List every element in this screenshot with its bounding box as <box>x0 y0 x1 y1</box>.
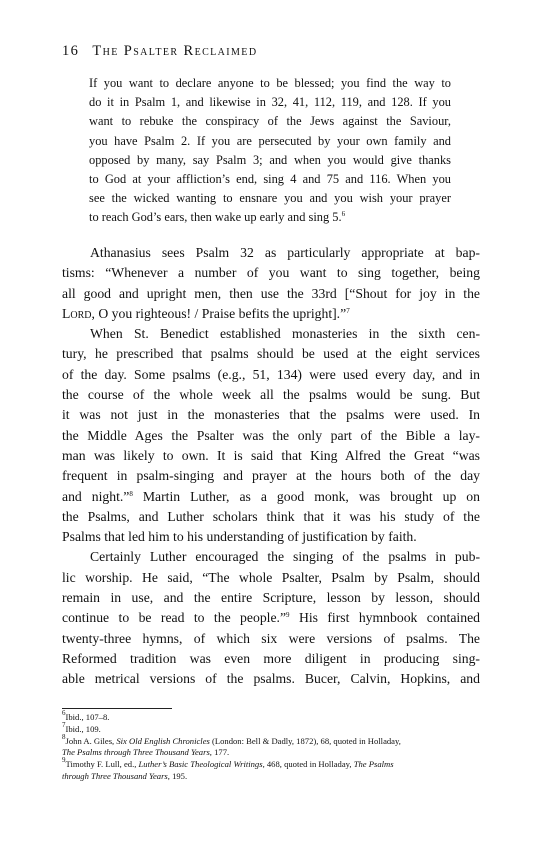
body-line: remain in use, and the entire Scripture, lesson by lesson, should <box>62 590 480 606</box>
footnote-ref[interactable]: 6 <box>341 210 346 219</box>
footnote-text: John A. Giles, <box>65 735 117 746</box>
footnote-text: Ibid., 107–8. <box>65 712 110 722</box>
body-line: it was not just in the monasteries that the psalms were used. In <box>62 407 480 423</box>
body-line-text: and night.” <box>62 488 130 504</box>
quote-line-text: to reach God’s ears, then wake up early and sing 5. <box>89 210 342 225</box>
page-number: 16 <box>62 43 80 59</box>
body-text <box>62 243 480 690</box>
body-line: man was likely to own. It is said that King Alfred the Great “was <box>62 447 480 463</box>
body-line: tury, he prescribed that psalms should be used at the eight services <box>62 346 480 362</box>
footnote-9 <box>62 756 480 771</box>
body-line <box>62 304 480 324</box>
body-line <box>62 608 480 628</box>
footnote-text: , 177. <box>209 747 230 758</box>
small-caps-lord: Lord <box>62 305 92 321</box>
footnote-9-continued <box>62 771 480 783</box>
body-line: frequent in psalm-singing and prayer at the hours both of the day <box>62 468 480 484</box>
body-line: Psalms that led him to his understanding of justification by faith. <box>62 529 417 545</box>
body-line: able metrical versions of the psalms. Bucer, Calvin, Hopkins, and <box>62 671 480 687</box>
body-line <box>62 487 480 507</box>
quote-line: If you want to declare anyone to be blessed; you find the way to <box>89 76 451 90</box>
body-line: When St. Benedict established monasteries in the sixth cen- <box>90 326 480 342</box>
footnote-text: Ibid., 109. <box>65 723 101 734</box>
body-line: Certainly Luther encouraged the singing of the psalms in pub- <box>90 549 480 565</box>
footnote-text: , 195. <box>167 770 188 781</box>
footnote-6 <box>62 709 480 724</box>
footnote-7 <box>62 720 480 736</box>
footnote-book-title: The Psalms <box>353 759 394 770</box>
footnotes <box>62 709 480 783</box>
body-line: the course of the whole week all the psalms would be sung. But <box>62 387 480 403</box>
footnote-book-title: through Three Thousand Years <box>62 770 168 781</box>
quote-line <box>89 208 451 227</box>
footnote-ref[interactable]: 8 <box>129 489 133 498</box>
body-line: all good and upright men, then use the 33rd [“Shout for joy in the <box>62 285 480 301</box>
body-line-text: His first hymnbook contained <box>289 610 480 626</box>
footnote-book-title: Luther’s Basic Theological Writings <box>138 759 263 770</box>
footnote-8-continued <box>62 747 480 759</box>
body-line: Athanasius sees Psalm 32 as particularly appropriate at bap- <box>90 245 480 260</box>
body-line: the Middle Ages the Psalter was the only part of the Bible a lay- <box>62 427 480 443</box>
block-quotation <box>89 74 451 228</box>
quote-line: see the wicked wanting to ensnare you and you wish your prayer <box>89 191 451 206</box>
body-line-text: continue to be read to the people.” <box>62 610 287 626</box>
body-line: Reformed tradition was even more diligent in producing sing- <box>62 650 480 666</box>
quote-line: want to rebuke the conspiracy of the Jews against the Saviour, <box>89 114 451 129</box>
footnote-text: , 468, quoted in Holladay, <box>262 759 354 770</box>
body-line: the Psalms, and Luther scholars think that it was his study of the <box>62 508 480 524</box>
footnote-number: 9 <box>62 756 66 765</box>
footnote-rule <box>62 708 172 709</box>
quote-line: do it in Psalm 1, and likewise in 32, 41, 112, 119, and 128. If you <box>89 95 451 110</box>
quote-line: opposed by many, say Psalm 3; and when you would give thanks <box>89 152 451 167</box>
running-head <box>62 43 257 60</box>
body-line: twenty-three hymns, of which six were versions of psalms. The <box>62 630 480 646</box>
body-line-text: , O you righteous! / Praise befits the upright].” <box>91 305 347 321</box>
footnote-number: 8 <box>62 732 66 741</box>
footnote-number: 6 <box>62 709 66 717</box>
footnote-book-title: Six Old English Chronicles <box>116 735 210 746</box>
quote-line: you have Psalm 2. If you are persecuted by your own family and <box>89 133 451 148</box>
quote-line: to God at your affliction’s end, sing 4 and 75 and 116. When you <box>89 172 451 187</box>
footnote-text: Timothy F. Lull, ed., <box>65 759 139 770</box>
footnote-ref[interactable]: 9 <box>286 611 290 620</box>
running-head-title: The Psalter Reclaimed <box>92 43 258 59</box>
body-line: of the day. Some psalms (e.g., 51, 134) were used every day, and in <box>62 366 480 382</box>
footnote-text: (London: Bell & Dadly, 1872), 68, quoted in Holladay, <box>209 735 401 746</box>
body-line-text: Martin Luther, as a good monk, was brought up on <box>132 488 480 504</box>
footnote-book-title: The Psalms through Three Thousand Years <box>62 747 210 758</box>
footnote-ref[interactable]: 7 <box>346 306 350 315</box>
footnote-8 <box>62 732 480 748</box>
body-line: tisms: “Whenever a number of you want to sing together, being <box>62 265 480 281</box>
footnote-number: 7 <box>62 720 66 729</box>
body-line: lic worship. He said, “The whole Psalter, Psalm by Psalm, should <box>62 569 480 585</box>
